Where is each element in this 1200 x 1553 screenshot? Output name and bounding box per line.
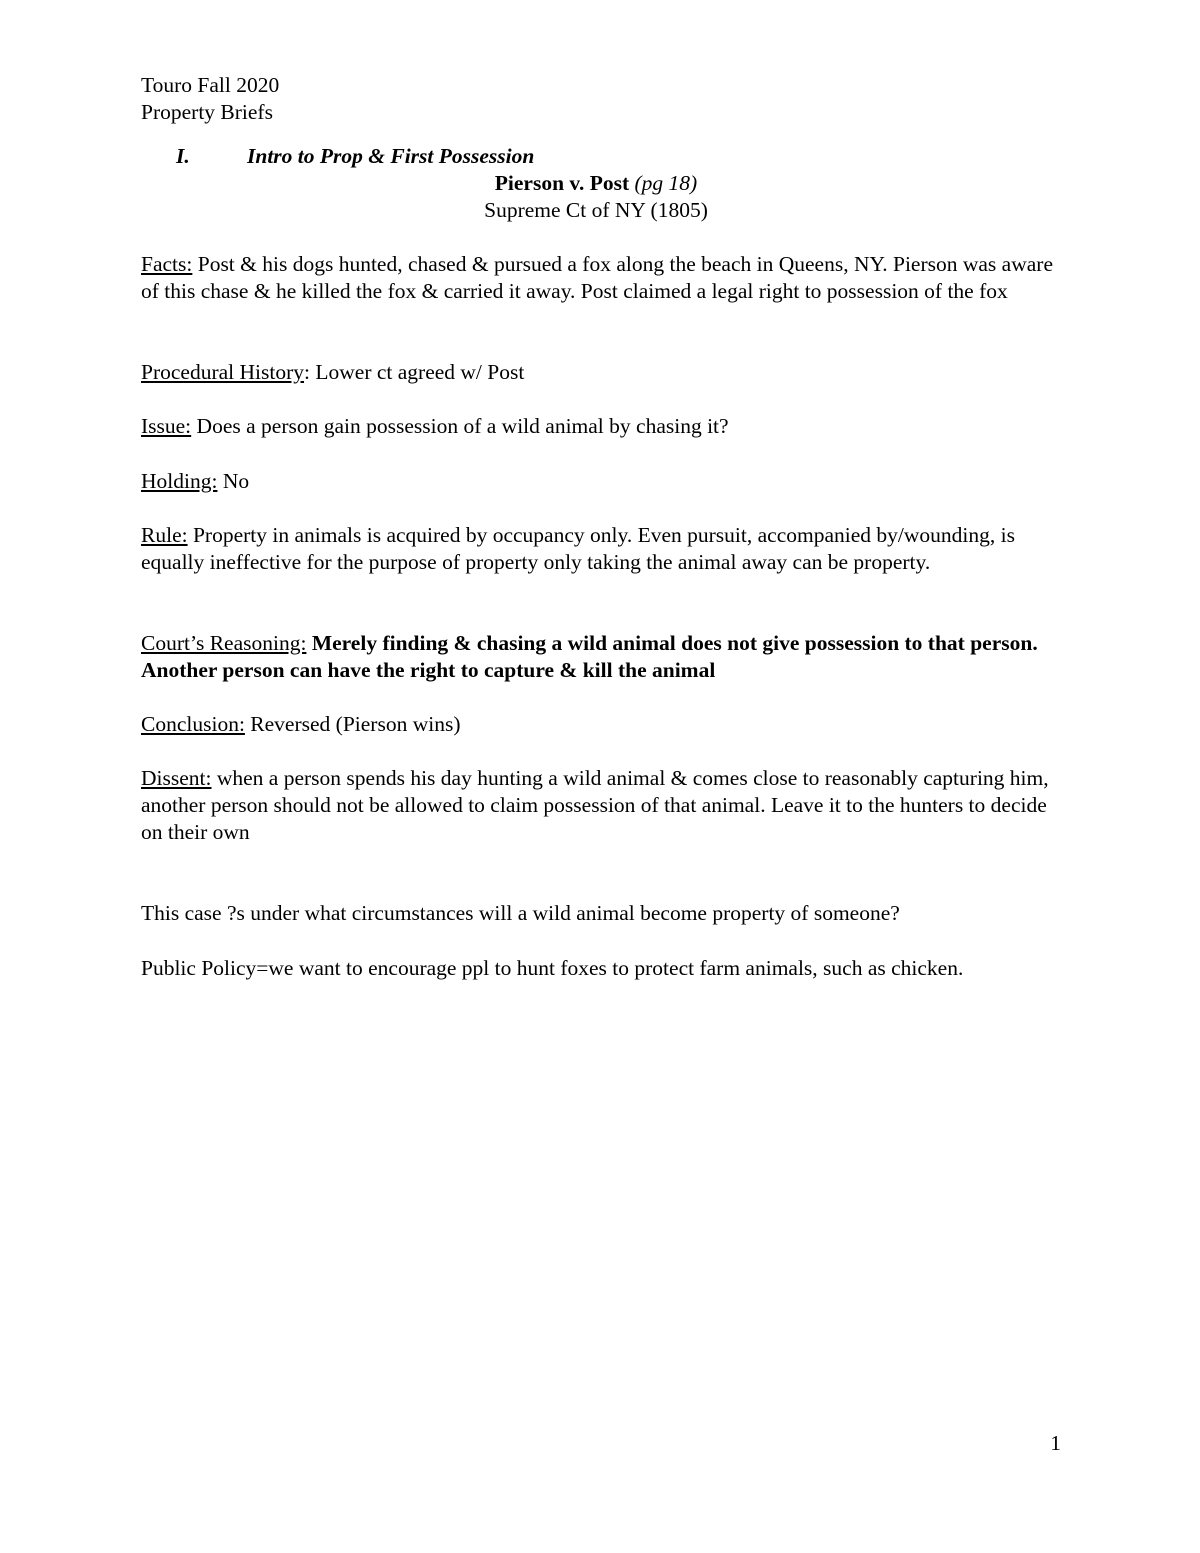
issue-text: Does a person gain possession of a wild animal by chasing it? <box>191 414 729 438</box>
dissent-text: when a person spends his day hunting a wild animal & comes close to reasonably capturing him, another person should not be allowed to claim possession of that animal. Leave it to the hunters to decide on their own <box>141 766 1049 844</box>
conclusion-paragraph <box>141 711 1061 738</box>
case-title <box>0 170 1192 197</box>
procedural-history-paragraph <box>141 359 1061 386</box>
facts-text: Post & his dogs hunted, chased & pursued a fox along the beach in Queens, NY. Pierson was aware of this chase & he killed the fox & carried it away. Post claimed a legal right to possession of the fox <box>141 252 1053 303</box>
facts-label: Facts: <box>141 252 193 276</box>
holding-paragraph <box>141 468 1061 495</box>
case-page-ref: (pg 18) <box>634 171 698 195</box>
reasoning-paragraph <box>141 630 1061 684</box>
header-doc-title: Property Briefs <box>141 100 273 124</box>
conclusion-label: Conclusion: <box>141 712 245 736</box>
page-number: 1 <box>1050 1431 1061 1455</box>
reasoning-text: Merely finding & chasing a wild animal does not give possession to that person. Another person can have the right to capture & kill the animal <box>141 631 1038 682</box>
rule-label: Rule: <box>141 523 188 547</box>
procedural-history-text: : Lower ct agreed w/ Post <box>304 360 525 384</box>
dissent-label: Dissent: <box>141 766 212 790</box>
rule-paragraph <box>141 522 1061 576</box>
case-name: Pierson v. Post <box>494 171 630 195</box>
header <box>141 72 1061 126</box>
issue-paragraph <box>141 413 1061 440</box>
issue-label: Issue: <box>141 414 192 438</box>
holding-text: No <box>217 469 250 493</box>
case-court: Supreme Ct of NY (1805) <box>484 198 708 222</box>
facts-paragraph <box>141 251 1061 305</box>
rule-text: Property in animals is acquired by occupancy only. Even pursuit, accompanied by/wounding, is equally ineffective for the purpose of property only taking the animal away can be property. <box>141 523 1015 574</box>
header-course: Touro Fall 2020 <box>141 73 280 97</box>
reasoning-label: Court’s Reasoning: <box>141 631 307 655</box>
note-question: This case ?s under what circumstances will a wild animal become property of someone? <box>141 901 900 925</box>
note-public-policy: Public Policy=we want to encourage ppl to hunt foxes to protect farm animals, such as chicken. <box>141 956 964 980</box>
section-title: Intro to Prop & First Possession <box>247 144 535 168</box>
procedural-history-label: Procedural History <box>141 360 305 384</box>
conclusion-text: Reversed (Pierson wins) <box>244 712 461 736</box>
holding-label: Holding: <box>141 469 218 493</box>
section-number: I. <box>176 144 190 168</box>
dissent-paragraph <box>141 765 1061 846</box>
